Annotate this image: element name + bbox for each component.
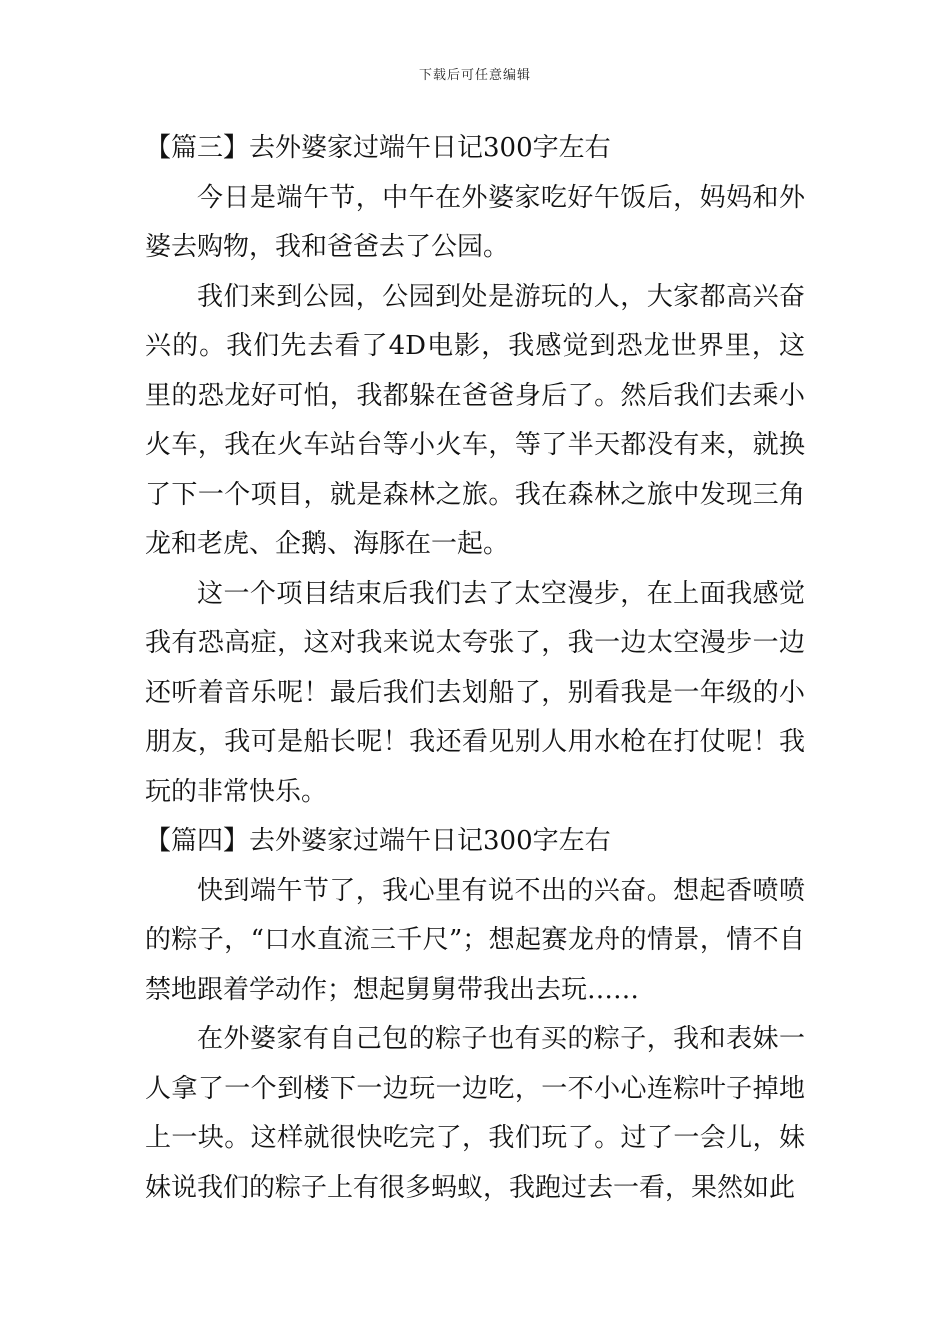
section-heading-4: 【篇四】去外婆家过端午日记300字左右	[145, 826, 611, 856]
section-heading-3: 【篇三】去外婆家过端午日记300字左右	[145, 133, 611, 163]
document-body	[145, 124, 805, 1213]
paragraph: 我们来到公园，公园到处是游玩的人，大家都高兴奋兴的。我们先去看了4D电影，我感觉到恐龙世界里，这里的恐龙好可怕，我都躲在爸爸身后了。然后我们去乘小火车，我在火车站台等小火车，等了半天都没有来，就换了下一个项目，就是森林之旅。我在森林之旅中发现三角龙和老虎、企鹅、海豚在一起。	[145, 281, 805, 559]
paragraph: 今日是端午节，中午在外婆家吃好午饭后，妈妈和外婆去购物，我和爸爸去了公园。	[145, 182, 805, 262]
paragraph: 快到端午节了，我心里有说不出的兴奋。想起香喷喷的粽子，“口水直流三千尺”；想起赛龙舟的情景，情不自禁地跟着学动作；想起舅舅带我出去玩……	[145, 875, 805, 1005]
header-note: 下载后可任意编辑	[418, 68, 531, 83]
paragraph: 这一个项目结束后我们去了太空漫步，在上面我感觉我有恐高症，这对我来说太夸张了，我一边太空漫步一边还听着音乐呢！最后我们去划船了，别看我是一年级的小朋友，我可是船长呢！我还看见别人用水枪在打仗呢！我玩的非常快乐。	[145, 578, 805, 807]
paragraph: 在外婆家有自己包的粽子也有买的粽子，我和表妹一人拿了一个到楼下一边玩一边吃，一不小心连粽叶子掉地上一块。这样就很快吃完了，我们玩了。过了一会儿，妹妹说我们的粽子上有很多蚂蚁，我跑过去一看，果然如此	[145, 1024, 805, 1203]
